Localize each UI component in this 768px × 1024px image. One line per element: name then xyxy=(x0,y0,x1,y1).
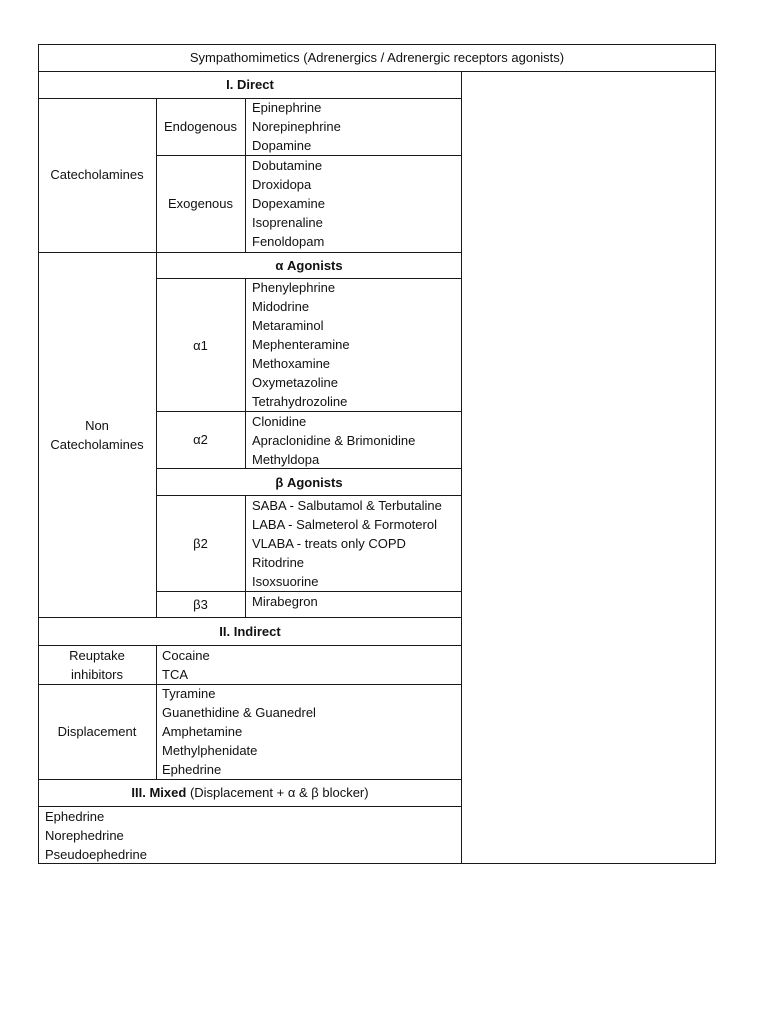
list-item: Clonidine xyxy=(252,414,307,429)
alpha2-drug-list xyxy=(252,412,415,469)
mixed-drug-list xyxy=(45,807,147,864)
endogenous-label: Endogenous xyxy=(163,119,237,134)
alpha-agonists-heading: α Agonists xyxy=(275,258,343,273)
list-item: VLABA - treats only COPD xyxy=(252,536,406,551)
list-item: Pseudoephedrine xyxy=(45,847,147,862)
exogenous-label: Exogenous xyxy=(167,196,234,211)
list-item: Midodrine xyxy=(252,299,310,314)
alpha2-label: α2 xyxy=(193,432,208,447)
list-item: Tetrahydrozoline xyxy=(252,394,348,409)
list-item: Ephedrine xyxy=(45,809,105,824)
list-item: Fenoldopam xyxy=(252,234,325,249)
list-item: Dopexamine xyxy=(252,196,325,211)
non-catecholamines-label xyxy=(38,416,156,454)
beta3-drug-list xyxy=(252,592,318,611)
list-item: Isoprenaline xyxy=(252,215,323,230)
non-catecholamines-label-line2: Catecholamines xyxy=(50,437,144,452)
list-item: Oxymetazoline xyxy=(252,375,338,390)
list-item: Mephenteramine xyxy=(252,337,350,352)
list-item: SABA - Salbutamol & Terbutaline xyxy=(252,498,442,513)
list-item: Dobutamine xyxy=(252,158,323,173)
reuptake-label-line2: inhibitors xyxy=(70,667,124,682)
beta2-label: β2 xyxy=(193,536,208,551)
beta3-label: β3 xyxy=(193,597,208,612)
list-item: Guanethidine & Guanedrel xyxy=(162,705,316,720)
beta2-drug-list xyxy=(252,496,442,591)
displacement-drug-list xyxy=(162,684,316,779)
alpha1-label: α1 xyxy=(193,338,208,353)
table-title: Sympathomimetics (Adrenergics / Adrenergic receptors agonists) xyxy=(189,50,565,65)
beta-agonists-heading: β Agonists xyxy=(275,475,343,490)
list-item: Phenylephrine xyxy=(252,280,336,295)
list-item: Isoxsuorine xyxy=(252,574,319,589)
list-item: Amphetamine xyxy=(162,724,243,739)
list-item: Methyldopa xyxy=(252,452,320,467)
list-item: Norephedrine xyxy=(45,828,124,843)
list-item: LABA - Salmeterol & Formoterol xyxy=(252,517,437,532)
non-catecholamines-label-line1: Non xyxy=(85,418,109,433)
list-item: Methylphenidate xyxy=(162,743,258,758)
reuptake-drug-list xyxy=(162,646,210,684)
list-item: Norepinephrine xyxy=(252,119,341,134)
list-item: Tyramine xyxy=(162,686,216,701)
list-item: Dopamine xyxy=(252,138,312,153)
direct-heading: I. Direct xyxy=(226,77,274,92)
mixed-heading-bold: III. Mixed xyxy=(131,785,187,800)
reuptake-inhibitors-label xyxy=(38,646,156,684)
list-item: Droxidopa xyxy=(252,177,312,192)
list-item: Methoxamine xyxy=(252,356,331,371)
exogenous-drug-list xyxy=(252,156,325,251)
list-item: Ritodrine xyxy=(252,555,305,570)
list-item: TCA xyxy=(162,667,188,682)
list-item: Epinephrine xyxy=(252,100,322,115)
list-item: Mirabegron xyxy=(252,594,318,609)
alpha1-drug-list xyxy=(252,278,350,411)
reuptake-label-line1: Reuptake xyxy=(69,648,125,663)
indirect-heading: II. Indirect xyxy=(219,624,281,639)
endogenous-drug-list xyxy=(252,98,341,155)
list-item: Metaraminol xyxy=(252,318,324,333)
displacement-label: Displacement xyxy=(57,724,137,739)
mixed-heading-rest: (Displacement + α & β blocker) xyxy=(186,785,369,800)
catecholamines-label: Catecholamines xyxy=(50,167,144,182)
list-item: Ephedrine xyxy=(162,762,222,777)
list-item: Cocaine xyxy=(162,648,210,663)
list-item: Apraclonidine & Brimonidine xyxy=(252,433,416,448)
mixed-heading xyxy=(38,783,462,802)
